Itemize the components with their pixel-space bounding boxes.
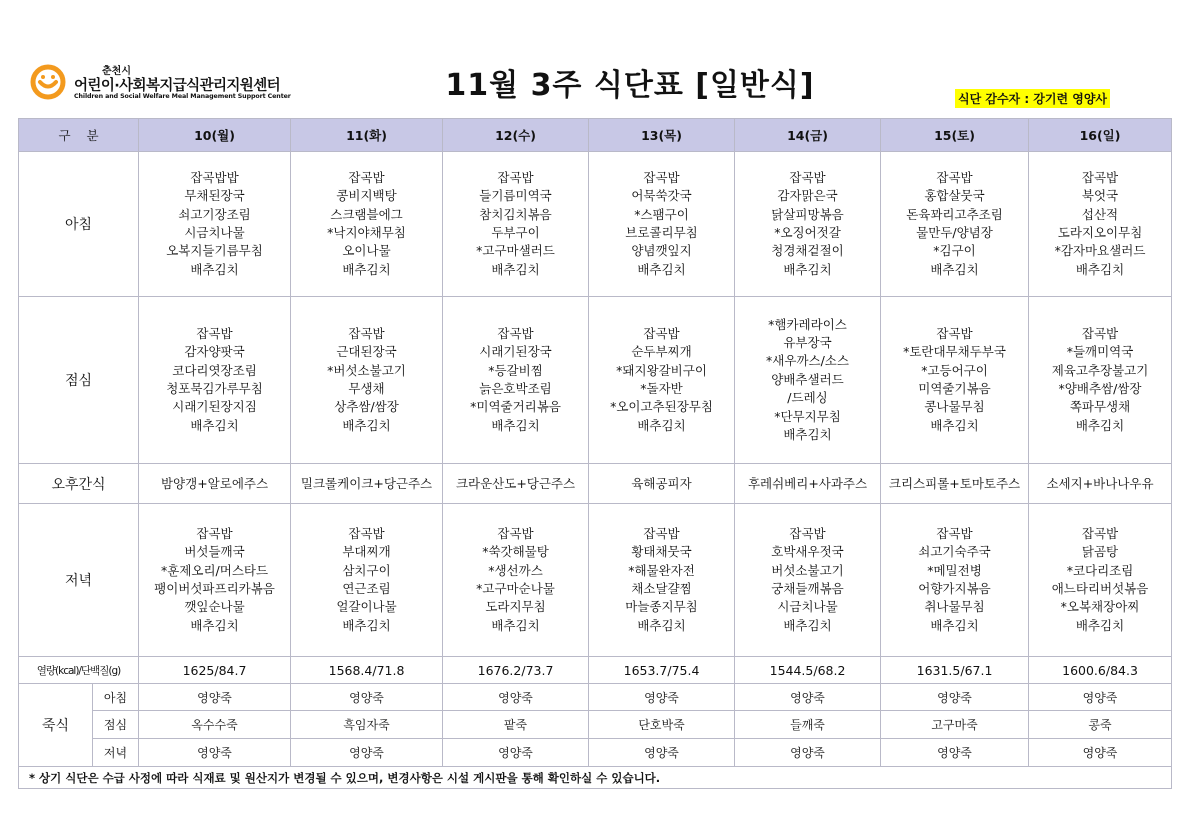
- logo-city: 춘천시: [102, 66, 131, 77]
- menu-item: *생선까스: [488, 562, 543, 578]
- menu-item: 소세지+바나나우유: [1046, 475, 1154, 491]
- menu-item: *햄카레라이스: [768, 316, 847, 332]
- nutrition-value: 1625/84.7: [139, 657, 291, 684]
- menu-item: 시래기된장국: [479, 344, 552, 360]
- menu-item: 배추김치: [637, 261, 686, 277]
- logo-english-name: Children and Social Welfare Meal Management Support Center: [74, 93, 291, 100]
- menu-item: 도라지오이무침: [1057, 225, 1143, 240]
- menu-item: 배추김치: [491, 417, 540, 433]
- menu-item: 배추김치: [930, 617, 979, 633]
- menu-item: 무채된장국: [184, 188, 245, 204]
- menu-item: 스: [563, 475, 576, 491]
- menu-item: *단무지무침: [774, 408, 841, 424]
- menu-item: *돼지왕갈비구이: [616, 362, 707, 378]
- menu-item: *훈제오리/머스타드: [160, 562, 269, 578]
- menu-item: 감자맑은국: [777, 188, 838, 204]
- page-title: 11월 3주 식단표 [일반식]: [445, 68, 815, 103]
- menu-item: 배추김치: [783, 261, 832, 277]
- nutrition-value: 1544.5/68.2: [735, 657, 881, 684]
- menu-item: 배추김치: [637, 417, 686, 433]
- menu-item: 늙은호박조림: [479, 381, 552, 396]
- nutrition-value: 1631.5/67.1: [881, 657, 1029, 684]
- porridge-item: 영양죽: [139, 739, 291, 767]
- porridge-item: 영양죽: [443, 684, 589, 711]
- menu-item: 팽이버섯파프리카볶음: [154, 581, 275, 596]
- menu-item: 시래기된장지짐: [172, 399, 257, 415]
- menu-item: 배추김치: [342, 261, 391, 277]
- menu-body: [19, 119, 1172, 789]
- menu-item: 배추김치: [783, 617, 832, 633]
- snack-cell: [139, 464, 291, 504]
- lunch-cell: [443, 297, 589, 464]
- porridge-item: 고구마죽: [881, 711, 1029, 739]
- menu-item: 배추김치: [783, 427, 832, 443]
- menu-item: 배추김치: [930, 261, 979, 277]
- menu-item: 감자양팟국: [184, 344, 245, 360]
- porridge-item: 옥수수죽: [139, 711, 291, 739]
- snack-cell: [291, 464, 443, 504]
- dinner-cell: [735, 504, 881, 657]
- menu-item: 잡곡밥: [1081, 325, 1119, 341]
- menu-item: 무생채: [348, 381, 385, 396]
- menu-item: *코다리조림: [1066, 562, 1134, 578]
- breakfast-cell: [443, 152, 589, 297]
- porridge-item: 영양죽: [1029, 684, 1172, 711]
- corner-label: 구 분: [19, 119, 139, 152]
- menu-item: 배추김치: [342, 417, 391, 433]
- smile-logo-icon: [30, 64, 68, 100]
- menu-item: 취나물무침: [924, 599, 985, 615]
- menu-item: 잡곡밥: [1081, 169, 1119, 185]
- footnote: * 상기 식단은 수급 사정에 따라 식재료 및 원산지가 변경될 수 있으며, 변경사항은 시설 게시판을 통해 확인하실 수 있습니다.: [19, 767, 1172, 789]
- menu-item: 잡곡밥: [643, 325, 680, 341]
- menu-item: *김구이: [933, 243, 976, 259]
- menu-item: 배추김치: [190, 617, 239, 633]
- menu-item: 홍합살뭇국: [924, 188, 985, 204]
- menu-item: *해물완자전: [628, 562, 695, 578]
- porridge-item: 영양죽: [589, 739, 735, 767]
- menu-item: 코다리엿장조림: [172, 362, 257, 378]
- menu-item: 상추쌈/쌈장: [334, 399, 399, 415]
- lunch-row: [19, 297, 1172, 464]
- menu-table: [18, 118, 1172, 789]
- snack-cell: [881, 464, 1029, 504]
- porridge-breakfast-row: [19, 684, 1172, 711]
- menu-item: *돌자반: [640, 381, 683, 396]
- porridge-item: 영양죽: [589, 684, 735, 711]
- menu-item: 밀크롤케이크+당근: [300, 475, 408, 491]
- menu-item: /드레싱: [787, 390, 828, 406]
- menu-item: 잡곡밥: [497, 525, 534, 541]
- menu-item: 주스: [407, 475, 433, 491]
- snack-cell: [589, 464, 735, 504]
- menu-item: 얼갈이나물: [336, 599, 397, 615]
- lunch-label: 점심: [19, 297, 139, 464]
- menu-item: 콩나물무침: [924, 399, 985, 415]
- menu-item: 호박새우젓국: [771, 544, 844, 560]
- menu-item: 부대찌개: [342, 544, 391, 560]
- porridge-item: 들깨죽: [735, 711, 881, 739]
- menu-item: 잡곡밥: [196, 525, 233, 541]
- menu-item: 배추김치: [491, 261, 540, 277]
- menu-item: 잡곡밥: [789, 169, 826, 185]
- menu-item: 근대된장국: [336, 344, 397, 360]
- porridge-meal-label: 저녁: [93, 739, 139, 767]
- menu-item: 잡곡밥: [936, 525, 973, 541]
- menu-item: *쑥갓해물탕: [482, 544, 549, 560]
- menu-item: 청경채겉절이: [771, 243, 844, 259]
- menu-item: 북엇국: [1081, 188, 1119, 204]
- nutrition-value: 1568.4/71.8: [291, 657, 443, 684]
- menu-item: *오이고추된장무침: [610, 399, 713, 415]
- snack-cell: [1029, 464, 1172, 504]
- menu-item: *새우까스/소스: [766, 353, 849, 369]
- menu-item: 배추김치: [930, 417, 979, 433]
- menu-item: 배추김치: [1075, 417, 1125, 433]
- day-header: 12(수): [443, 119, 589, 152]
- menu-item: 마늘종지무침: [625, 599, 698, 615]
- menu-item: 두부구이: [491, 225, 540, 240]
- menu-item: 삼치구이: [342, 562, 391, 578]
- menu-item: *메밀전병: [927, 562, 982, 578]
- day-header: 14(금): [735, 119, 881, 152]
- menu-item: 닭곰탕: [1081, 544, 1119, 560]
- menu-item: 청포묵김가루무침: [166, 381, 263, 396]
- porridge-item: 영양죽: [291, 684, 443, 711]
- menu-item: 육해공피자: [631, 475, 692, 491]
- menu-item: 황태채뭇국: [631, 544, 692, 560]
- day-header: 15(토): [881, 119, 1029, 152]
- snack-cell: [443, 464, 589, 504]
- menu-item: 애느타리버섯볶음: [1051, 581, 1149, 596]
- breakfast-cell: [139, 152, 291, 297]
- menu-item: 토마토주스: [959, 475, 1021, 491]
- nutrition-value: 1676.2/73.7: [443, 657, 589, 684]
- breakfast-cell: [589, 152, 735, 297]
- porridge-meal-label: 아침: [93, 684, 139, 711]
- menu-item: 브로콜리무침: [625, 225, 698, 240]
- lunch-cell: [589, 297, 735, 464]
- porridge-item: 콩죽: [1029, 711, 1172, 739]
- menu-item: 잡곡밥: [789, 525, 826, 541]
- dinner-cell: [139, 504, 291, 657]
- dinner-cell: [443, 504, 589, 657]
- day-header: 10(월): [139, 119, 291, 152]
- menu-item: 궁채들깨볶음: [771, 581, 844, 596]
- menu-item: *들깨미역국: [1066, 344, 1134, 360]
- porridge-item: 영양죽: [735, 684, 881, 711]
- menu-item: 오복지들기름무침: [166, 243, 263, 259]
- porridge-meal-label: 점심: [93, 711, 139, 739]
- lunch-cell: [139, 297, 291, 464]
- menu-item: 제육고추장불고기: [1051, 362, 1149, 378]
- menu-item: 오이나물: [342, 243, 391, 259]
- dinner-cell: [881, 504, 1029, 657]
- day-header: 11(화): [291, 119, 443, 152]
- snack-row: [19, 464, 1172, 504]
- menu-item: 도라지무침: [485, 599, 546, 615]
- menu-item: 스크램블에그: [330, 206, 403, 222]
- menu-item: 크리스피롤+: [888, 475, 960, 491]
- footnote-row: [19, 767, 1172, 789]
- breakfast-cell: [1029, 152, 1172, 297]
- day-header-row: [19, 119, 1172, 152]
- menu-item: *등갈비찜: [488, 362, 543, 378]
- menu-item: 버섯들깨국: [184, 544, 245, 560]
- porridge-item: 영양죽: [735, 739, 881, 767]
- dinner-cell: [1029, 504, 1172, 657]
- porridge-item: 팥죽: [443, 711, 589, 739]
- supervisor-label: 식단 감수자 : 강기련 영양사: [955, 89, 1110, 108]
- menu-item: *양배추쌈/쌈장: [1058, 381, 1142, 396]
- porridge-label: 죽식: [19, 684, 93, 767]
- menu-item: 콩비지백탕: [336, 188, 397, 204]
- menu-item: 쇠고기숙주국: [918, 544, 991, 560]
- menu-item: 배추김치: [1075, 261, 1125, 277]
- menu-item: *고구마샐러드: [476, 243, 555, 259]
- menu-item: 시금치나물: [777, 599, 838, 615]
- menu-item: 연근조림: [342, 581, 391, 596]
- menu-item: 유부장국: [783, 334, 832, 350]
- porridge-lunch-row: [19, 711, 1172, 739]
- menu-item: 크라운산도+당근주: [455, 475, 564, 491]
- menu-item: 잡곡밥: [196, 325, 233, 341]
- menu-item: 잡곡밥: [936, 169, 973, 185]
- menu-item: 배추김치: [1075, 617, 1125, 633]
- menu-item: *토란대무채두부국: [903, 344, 1006, 360]
- dinner-row: [19, 504, 1172, 657]
- menu-item: *감자마요샐러드: [1054, 243, 1146, 259]
- center-logo: [30, 62, 320, 102]
- menu-item: 배추김치: [342, 617, 391, 633]
- menu-item: 배추김치: [190, 417, 239, 433]
- breakfast-cell: [291, 152, 443, 297]
- menu-item: 잡곡밥: [348, 169, 385, 185]
- menu-item: 시금치나물: [184, 225, 245, 240]
- menu-item: 버섯소불고기: [771, 562, 844, 578]
- menu-item: 물만두/양념장: [916, 225, 993, 240]
- menu-item: 잡곡밥: [936, 325, 973, 341]
- nutrition-label: 열량(kcal)/단백질(g): [19, 657, 139, 684]
- menu-item: *오복채장아찌: [1060, 599, 1140, 615]
- menu-item: 배추김치: [190, 261, 239, 277]
- menu-item: 쪽파무생채: [1069, 399, 1131, 415]
- menu-item: 잡곡밥: [348, 525, 385, 541]
- logo-name: 어린이·사회복지급식관리지원센터: [74, 78, 281, 94]
- menu-item: 배추김치: [637, 617, 686, 633]
- menu-item: 돈육꽈리고추조림: [906, 206, 1003, 222]
- menu-item: 들기름미역국: [479, 188, 552, 204]
- porridge-item: 영양죽: [881, 684, 1029, 711]
- day-header: 13(목): [589, 119, 735, 152]
- menu-item: 순두부찌개: [631, 344, 692, 360]
- porridge-item: 단호박죽: [589, 711, 735, 739]
- menu-item: 깻잎순나물: [184, 599, 245, 615]
- menu-item: *고구마순나물: [476, 581, 555, 596]
- snack-label: 오후간식: [19, 464, 139, 504]
- menu-item: 어묵쑥갓국: [631, 188, 692, 204]
- menu-item: 채소달걀찜: [631, 581, 692, 596]
- menu-item: 양념깻잎지: [631, 243, 692, 259]
- porridge-item: 영양죽: [881, 739, 1029, 767]
- dinner-cell: [589, 504, 735, 657]
- breakfast-cell: [881, 152, 1029, 297]
- lunch-cell: [881, 297, 1029, 464]
- breakfast-cell: [735, 152, 881, 297]
- menu-item: *고등어구이: [921, 362, 988, 378]
- lunch-cell: [1029, 297, 1172, 464]
- day-header: 16(일): [1029, 119, 1172, 152]
- dinner-label: 저녁: [19, 504, 139, 657]
- menu-item: 잡곡밥: [497, 325, 534, 341]
- menu-item: 닭살피망볶음: [771, 206, 844, 222]
- lunch-cell: [291, 297, 443, 464]
- porridge-item: 흑임자죽: [291, 711, 443, 739]
- nutrition-value: 1600.6/84.3: [1029, 657, 1172, 684]
- menu-item: 섭산적: [1081, 206, 1119, 222]
- porridge-item: 영양죽: [139, 684, 291, 711]
- menu-item: *낙지야채무침: [327, 225, 406, 240]
- menu-item: *오징어젓갈: [774, 225, 841, 240]
- menu-item: 잡곡밥: [643, 525, 680, 541]
- breakfast-row: [19, 152, 1172, 297]
- nutrition-row: [19, 657, 1172, 684]
- snack-cell: [735, 464, 881, 504]
- breakfast-label: 아침: [19, 152, 139, 297]
- menu-item: 잡곡밥: [348, 325, 385, 341]
- menu-item: 배추김치: [491, 617, 540, 633]
- dinner-cell: [291, 504, 443, 657]
- menu-item: 쇠고기장조림: [178, 206, 251, 222]
- menu-item: 밤양갱+알로에주스: [160, 475, 269, 491]
- menu-item: 잡곡밥밥: [190, 169, 239, 185]
- menu-item: 잡곡밥: [497, 169, 534, 185]
- menu-item: *버섯소불고기: [327, 362, 406, 378]
- porridge-dinner-row: [19, 739, 1172, 767]
- lunch-cell: [735, 297, 881, 464]
- menu-item: *스팸구이: [634, 206, 689, 222]
- porridge-item: 영양죽: [1029, 739, 1172, 767]
- menu-item: 후레쉬베리+사과주스: [747, 475, 868, 491]
- menu-item: 잡곡밥: [643, 169, 680, 185]
- nutrition-value: 1653.7/75.4: [589, 657, 735, 684]
- menu-item: 양배추샐러드: [771, 371, 844, 387]
- menu-item: 잡곡밥: [1081, 525, 1119, 541]
- menu-item: *미역줄거리볶음: [470, 399, 561, 415]
- porridge-item: 영양죽: [443, 739, 589, 767]
- menu-item: 미역줄기볶음: [918, 381, 991, 396]
- menu-item: 어향가지볶음: [918, 581, 991, 596]
- porridge-item: 영양죽: [291, 739, 443, 767]
- menu-item: 참치김치볶음: [479, 206, 552, 222]
